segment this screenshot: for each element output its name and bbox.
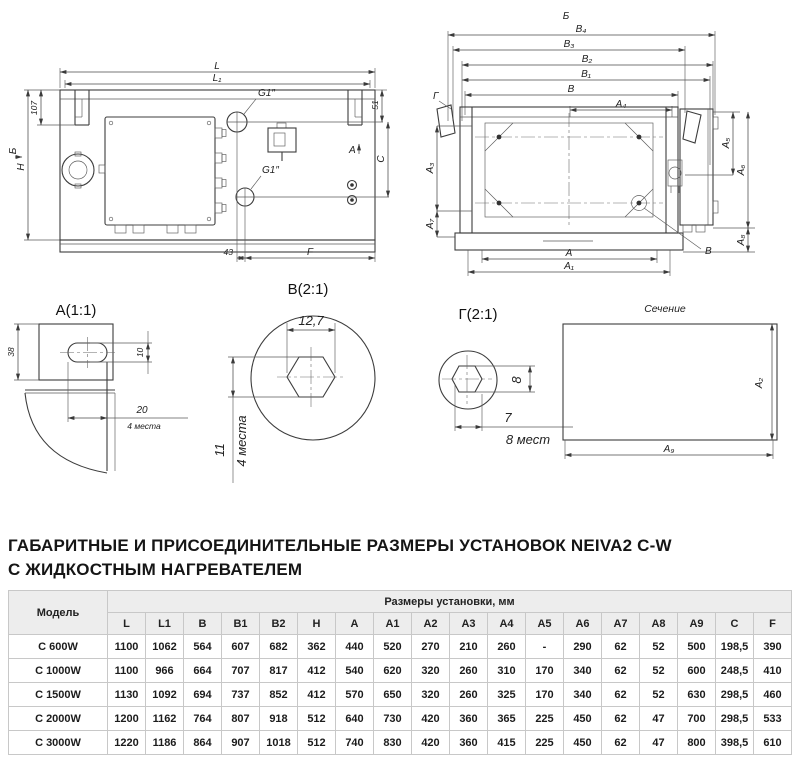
- model-cell: C 3000W: [9, 731, 108, 755]
- dim-11: 11: [212, 443, 227, 457]
- value-cell: 340: [564, 683, 602, 707]
- value-cell: 864: [184, 731, 222, 755]
- value-cell: 800: [678, 731, 716, 755]
- value-cell: 540: [336, 659, 374, 683]
- view-b-label: Б: [8, 147, 19, 155]
- model-cell: C 1000W: [9, 659, 108, 683]
- value-cell: 1100: [108, 659, 146, 683]
- dim-43: 43: [223, 247, 233, 257]
- damper-panel: [475, 113, 663, 227]
- value-cell: 682: [260, 635, 298, 659]
- value-cell: 512: [298, 731, 336, 755]
- column-header: A: [336, 613, 374, 635]
- value-cell: 415: [488, 731, 526, 755]
- corner-bracket-right: [683, 111, 701, 143]
- control-box: [99, 117, 226, 233]
- column-header: B2: [260, 613, 298, 635]
- value-cell: 398,5: [716, 731, 754, 755]
- value-cell: 62: [602, 707, 640, 731]
- table-row: [9, 635, 792, 659]
- value-cell: 500: [678, 635, 716, 659]
- column-header: C: [716, 613, 754, 635]
- dim-A8: A₈: [736, 234, 747, 246]
- value-cell: 52: [640, 683, 678, 707]
- pressure-switch: [268, 123, 296, 161]
- value-cell: 817: [260, 659, 298, 683]
- section-title: Сечение: [644, 303, 686, 315]
- column-header: H: [298, 613, 336, 635]
- value-cell: 225: [526, 707, 564, 731]
- table-head: [9, 591, 792, 635]
- dim-12-7: 12,7: [298, 313, 324, 328]
- value-cell: 460: [754, 683, 792, 707]
- group-column-header: Размеры установки, мм: [108, 591, 792, 613]
- value-cell: 600: [678, 659, 716, 683]
- value-cell: 694: [184, 683, 222, 707]
- dim-A4: A₄: [615, 99, 627, 110]
- value-cell: 966: [146, 659, 184, 683]
- page-title: [8, 534, 788, 582]
- value-cell: 607: [222, 635, 260, 659]
- value-cell: 610: [754, 731, 792, 755]
- water-port-top: [227, 99, 256, 132]
- value-cell: 830: [374, 731, 412, 755]
- dim-8: 8: [509, 376, 524, 384]
- value-cell: 1100: [108, 635, 146, 659]
- value-cell: 1200: [108, 707, 146, 731]
- value-cell: 520: [374, 635, 412, 659]
- detail-a-drawing: [6, 295, 200, 490]
- section-drawing: [550, 295, 800, 475]
- value-cell: 47: [640, 731, 678, 755]
- dim-7-places: 8 мест: [505, 432, 551, 447]
- value-cell: 62: [602, 731, 640, 755]
- value-cell: 360: [450, 731, 488, 755]
- dim-20: 20: [136, 405, 148, 416]
- value-cell: 570: [336, 683, 374, 707]
- detail-g-title: Г(2:1): [458, 306, 498, 323]
- value-cell: 340: [564, 659, 602, 683]
- dim-L: L: [214, 61, 220, 72]
- value-cell: 650: [374, 683, 412, 707]
- value-cell: 1162: [146, 707, 184, 731]
- value-cell: 764: [184, 707, 222, 731]
- value-cell: 1130: [108, 683, 146, 707]
- value-cell: 62: [602, 635, 640, 659]
- dim-51: 51: [370, 100, 380, 110]
- value-cell: 310: [488, 659, 526, 683]
- dim-11-places: 4 места: [234, 415, 249, 467]
- column-header: A9: [678, 613, 716, 635]
- bracket-plate: [39, 324, 113, 380]
- dim-F: F: [306, 247, 314, 258]
- side-view-drawing: [8, 55, 400, 270]
- model-cell: C 2000W: [9, 707, 108, 731]
- value-cell: 360: [450, 707, 488, 731]
- page-title-line2: С ЖИДКОСТНЫМ НАГРЕВАТЕЛЕМ: [8, 560, 303, 579]
- value-cell: 700: [678, 707, 716, 731]
- value-cell: 564: [184, 635, 222, 659]
- column-header: A3: [450, 613, 488, 635]
- value-cell: 320: [412, 683, 450, 707]
- value-cell: 260: [488, 635, 526, 659]
- value-cell: 852: [260, 683, 298, 707]
- detail-b-circle: [251, 316, 375, 440]
- column-header: A2: [412, 613, 450, 635]
- value-cell: 664: [184, 659, 222, 683]
- dim-g1-bottom: G1″: [262, 165, 279, 176]
- column-header: A1: [374, 613, 412, 635]
- hanger-bracket-left: [75, 90, 89, 125]
- dim-A7: A₇: [425, 218, 436, 230]
- value-cell: 440: [336, 635, 374, 659]
- model-cell: C 1500W: [9, 683, 108, 707]
- column-header: L1: [146, 613, 184, 635]
- dim-7: 7: [504, 410, 512, 425]
- dim-107: 107: [29, 100, 39, 116]
- hanger-bracket-right: [348, 90, 362, 125]
- round-flange: [62, 152, 94, 188]
- dim-38: 38: [6, 347, 16, 357]
- value-cell: 170: [526, 683, 564, 707]
- value-cell: 450: [564, 731, 602, 755]
- value-cell: 918: [260, 707, 298, 731]
- value-cell: 412: [298, 683, 336, 707]
- view-a-label: A: [349, 145, 356, 156]
- column-header: B1: [222, 613, 260, 635]
- table-body: [9, 635, 792, 755]
- value-cell: 260: [450, 659, 488, 683]
- value-cell: 52: [640, 659, 678, 683]
- value-cell: 512: [298, 707, 336, 731]
- dim-A6: A₆: [736, 164, 747, 176]
- table-row: [9, 659, 792, 683]
- dim-A3: A₃: [425, 162, 436, 174]
- value-cell: 62: [602, 659, 640, 683]
- dim-g1-top: G1″: [258, 88, 275, 99]
- base-rail: [60, 240, 375, 252]
- water-port-bottom: [236, 176, 261, 206]
- column-header: A7: [602, 613, 640, 635]
- dim-A5: A₅: [721, 137, 732, 149]
- value-cell: 907: [222, 731, 260, 755]
- value-cell: 298,5: [716, 707, 754, 731]
- unit-body: [60, 90, 375, 240]
- value-cell: 730: [374, 707, 412, 731]
- value-cell: 420: [412, 731, 450, 755]
- value-cell: 365: [488, 707, 526, 731]
- value-cell: 270: [412, 635, 450, 659]
- value-cell: 248,5: [716, 659, 754, 683]
- value-cell: 362: [298, 635, 336, 659]
- detail-b-pointer: B: [705, 246, 712, 257]
- dim-A: A: [565, 248, 573, 259]
- side-box: [680, 109, 718, 232]
- dim-C: C: [376, 155, 387, 163]
- value-cell: 320: [412, 659, 450, 683]
- dim-A1: A₁: [564, 261, 574, 272]
- dim-B4: B₄: [575, 24, 587, 35]
- value-cell: 260: [450, 683, 488, 707]
- column-header: F: [754, 613, 792, 635]
- value-cell: 450: [564, 707, 602, 731]
- value-cell: 412: [298, 659, 336, 683]
- dim-B3: B₃: [563, 39, 575, 50]
- dim-10: 10: [135, 347, 145, 358]
- dim-20-places: 4 места: [127, 421, 161, 431]
- detail-g-pointer: Г: [433, 91, 439, 102]
- front-view-drawing: [425, 5, 800, 290]
- value-cell: 737: [222, 683, 260, 707]
- value-cell: 410: [754, 659, 792, 683]
- detail-b-drawing: [210, 278, 390, 488]
- dim-B: B: [567, 84, 575, 95]
- column-header: A4: [488, 613, 526, 635]
- value-cell: 225: [526, 731, 564, 755]
- page-title-line1: ГАБАРИТНЫЕ И ПРИСОЕДИНИТЕЛЬНЫЕ РАЗМЕРЫ УСТАНОВОК NEIVA2 C-W: [8, 536, 672, 555]
- detail-b-title: B(2:1): [287, 281, 329, 298]
- value-cell: 1062: [146, 635, 184, 659]
- value-cell: 707: [222, 659, 260, 683]
- view-label: Б: [562, 11, 570, 22]
- value-cell: 390: [754, 635, 792, 659]
- dim-L1: L₁: [212, 73, 222, 84]
- value-cell: 1220: [108, 731, 146, 755]
- column-header: A6: [564, 613, 602, 635]
- value-cell: 47: [640, 707, 678, 731]
- value-cell: 807: [222, 707, 260, 731]
- value-cell: 62: [602, 683, 640, 707]
- value-cell: 740: [336, 731, 374, 755]
- corner-bracket-left: [437, 105, 455, 137]
- value-cell: 298,5: [716, 683, 754, 707]
- value-cell: 325: [488, 683, 526, 707]
- dimensions-table: [8, 590, 792, 755]
- section-rect: [563, 324, 777, 440]
- model-cell: C 600W: [9, 635, 108, 659]
- column-header: A8: [640, 613, 678, 635]
- table-row: [9, 707, 792, 731]
- table-row: [9, 731, 792, 755]
- dim-B1: B₁: [581, 69, 591, 80]
- value-cell: 1018: [260, 731, 298, 755]
- value-cell: 170: [526, 659, 564, 683]
- dim-H: H: [16, 163, 27, 171]
- table-row: [9, 683, 792, 707]
- column-header: B: [184, 613, 222, 635]
- value-cell: 420: [412, 707, 450, 731]
- value-cell: -: [526, 635, 564, 659]
- value-cell: 640: [336, 707, 374, 731]
- value-cell: 290: [564, 635, 602, 659]
- detail-a-title: A(1:1): [55, 302, 97, 319]
- value-cell: 52: [640, 635, 678, 659]
- table-columns-row: [9, 613, 792, 635]
- column-header: L: [108, 613, 146, 635]
- model-column-header: Модель: [9, 591, 108, 635]
- value-cell: 1186: [146, 731, 184, 755]
- dim-A2: A₂: [754, 377, 765, 389]
- detail-g-circle: [439, 351, 497, 409]
- dim-A9: A₉: [663, 444, 675, 455]
- dim-B2: B₂: [581, 54, 593, 65]
- value-cell: 1092: [146, 683, 184, 707]
- value-cell: 210: [450, 635, 488, 659]
- value-cell: 620: [374, 659, 412, 683]
- value-cell: 630: [678, 683, 716, 707]
- column-header: A5: [526, 613, 564, 635]
- value-cell: 198,5: [716, 635, 754, 659]
- value-cell: 533: [754, 707, 792, 731]
- drain-fittings: [348, 181, 357, 205]
